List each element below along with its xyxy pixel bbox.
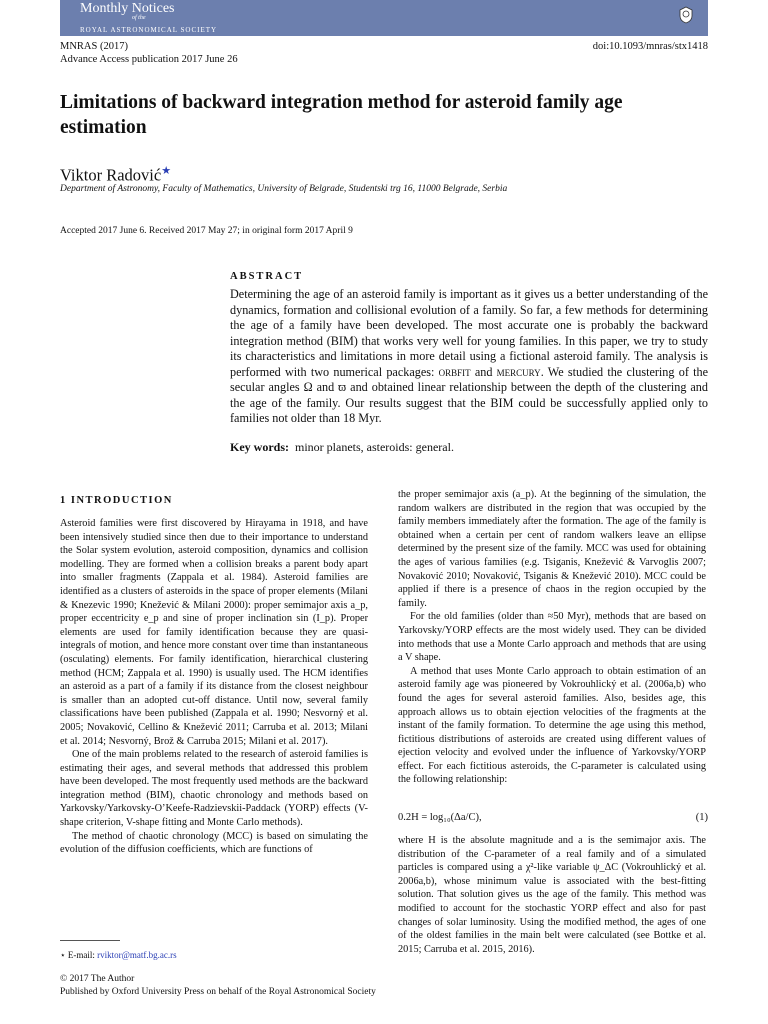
keywords-value: minor planets, asteroids: general. bbox=[295, 440, 454, 454]
journal-of: of the bbox=[132, 15, 146, 21]
orbfit-package: orbfit bbox=[438, 364, 471, 379]
email-link[interactable]: rviktor@matf.bg.ac.rs bbox=[97, 950, 177, 960]
paragraph: The method of chaotic chronology (MCC) is based on simulating the evolution of the diffusion coefficients, which are functions of bbox=[60, 830, 368, 856]
paragraph: A method that uses Monte Carlo approach to obtain estimation of an asteroid family age was pioneered by Vokrouhlický et al. (2006a,b) who found the ages for several asteroid families. Also, besides age, this approach allows us to obtain ejection velocities of the fragments at the instant of the family formation. To determine the age using this method, fictitious distributions of asteroids are created using different values of ejection velocity and evolved under the influence of Yarkovsky/YORP effect. For each fictitious asteroids, the C-parameter is calculated using the following relationship: bbox=[398, 665, 706, 786]
publication-meta bbox=[60, 40, 238, 66]
journal-name: Monthly Notices bbox=[80, 1, 175, 16]
abstract-and: and bbox=[470, 364, 497, 379]
paragraph: where H is the absolute magnitude and a is the semimajor axis. The distribution of the C-parameter of a real family and of a simulated particles is compared using a χ²-like variable ψ_ΔC (Vokrouhlický et al. 2006a,b), whose minimum value is associated with the best-fitting solution. That solution gives us the age of the family. This method was modified to account for the stochastic YORP effect and also for past changes of solar luminosity. Using the modified method, the ages of one of the oldest families in the main belt were calculated (see Bottke et al. 2015; Carruba et al. 2015, 2016). bbox=[398, 835, 706, 955]
footnote-rule bbox=[60, 940, 120, 941]
author-line bbox=[60, 161, 171, 186]
equation-body: 0.2H = log₁₀(Δa/C), bbox=[398, 812, 482, 823]
paper-title: Limitations of backward integration method for asteroid family age estimation bbox=[60, 92, 623, 138]
email-label: ⋆ E-mail: bbox=[60, 950, 95, 960]
abstract-text-part2: . We studied the clustering of the secular angles Ω and ϖ and obtained linear relationship between the depth of the clustering and the age of the family. Our results suggest that the BIM could be successfully applied only to families not older than 18 Myr. bbox=[230, 364, 708, 425]
copyright: © 2017 The Author bbox=[60, 974, 135, 984]
journal-banner bbox=[60, 0, 708, 24]
doi[interactable]: doi:10.1093/mnras/stx1418 bbox=[592, 41, 708, 52]
society-bar bbox=[60, 24, 708, 36]
footnote-email bbox=[60, 950, 177, 961]
society-name: ROYAL ASTRONOMICAL SOCIETY bbox=[80, 26, 218, 34]
section-heading-introduction: 1 INTRODUCTION bbox=[60, 495, 173, 506]
keywords bbox=[230, 440, 454, 455]
column-right bbox=[398, 488, 706, 787]
copyright-block bbox=[60, 973, 376, 999]
advance-access: Advance Access publication 2017 June 26 bbox=[60, 54, 238, 65]
column-right-continued bbox=[398, 834, 706, 956]
abstract-heading: ABSTRACT bbox=[230, 271, 304, 282]
abstract-text-part1: Determining the age of an asteroid family is important as it gives us a better understanding of the dynamics, formation and collisional evolution of a family. So far, a few methods for determining the age of a family have been developed. The most accurate one is probably the backward integration method (BIM) that works very well for young families. In this paper, we try to study its characteristics and limitations in more detail using a fictional asteroid family. The analysis is performed with two numerical packages: bbox=[230, 287, 708, 379]
column-left bbox=[60, 517, 368, 857]
equation-1 bbox=[398, 812, 708, 823]
author-name: Viktor Radović bbox=[60, 165, 162, 185]
affiliation: Department of Astronomy, Faculty of Mathematics, University of Belgrade, Studentski trg 16, 11000 Belgrade, Serbia bbox=[60, 184, 508, 194]
paragraph: Asteroid families were first discovered by Hirayama in 1918, and have been intensively studied since then due to their importance to understand the Solar system evolution, asteroid composition, dynamics and collision modelling. They are formed when a collision breaks a parent body apart into smaller fragments (Zappala et al. 1984). Asteroid families are identified as a clusters of asteroids in the space of proper elements (Milani & Knezevic 1990; Knežević & Milani 2000): proper semimajor axis a_p, proper eccentricity e_p and sine of proper inclination sin (I_p). Proper elements are used for family identification because they are quasi-integrals of motion, and hence more constant over time than instantaneous (osculating) elements. For family identification, hierarchical clustering method (HCM; Zappala et al. 1990) is usually used. The HCM identifies an asteroid as a part of a family if its distance from the closest neighbour is smaller than an adopted cut-off distance. Until now, several family classifications have been published (Zappala et al. 1990; Nesvorný et al. 2005; Novaković, Cellino & Knežević 2011; Carruba et al. 2013; Milani et al. 2014; Nesvorný, Brož & Carruba 2015; Milani et al. 2017). bbox=[60, 518, 368, 747]
society-crest-icon bbox=[678, 6, 694, 24]
paragraph: the proper semimajor axis (a_p). At the beginning of the simulation, the random walkers are distributed in the region that was occupied by the family members immediately after the formation. The age of the family is obtained when a certain per cent of random walkers leave an ellipse determined by the present size of the family. MCC was used for obtaining the ages of various families (e.g. Tsiganis, Knežević & Varvoglis 2007; Novaković 2010; Novaković, Tsiganis & Knežević 2010). MCC could be applied if there is a presence of chaos in the region occupied by the family. bbox=[398, 489, 706, 609]
paragraph: One of the main problems related to the research of asteroid families is estimating their ages, and several methods that addressed this problem have been developed. The most frequently used methods are the backward integration method (BIM), chaotic chronology and methods based on Yarkovsky/Yarkovsky-O’Keefe-Radzievskii-Paddack (YORP) effects (V-shape criterion, V-shape fitting and Monte Carlo methods). bbox=[60, 749, 368, 829]
abstract-body bbox=[230, 287, 708, 427]
equation-number: (1) bbox=[695, 812, 708, 823]
publisher: Published by Oxford University Press on behalf of the Royal Astronomical Society bbox=[60, 987, 376, 997]
received-dates: Accepted 2017 June 6. Received 2017 May 27; in original form 2017 April 9 bbox=[60, 226, 353, 236]
mercury-package: mercury bbox=[496, 364, 541, 379]
paragraph: For the old families (older than ≈50 Myr), methods that are based on Yarkovsky/YORP effects are the most widely used. They can be divided into methods that use a Monte Carlo approach and methods that are using a V shape. bbox=[398, 611, 706, 664]
mnras-year: MNRAS (2017) bbox=[60, 41, 128, 52]
author-footnote-mark[interactable]: ★ bbox=[161, 165, 172, 177]
keywords-label: Key words: bbox=[230, 440, 289, 454]
